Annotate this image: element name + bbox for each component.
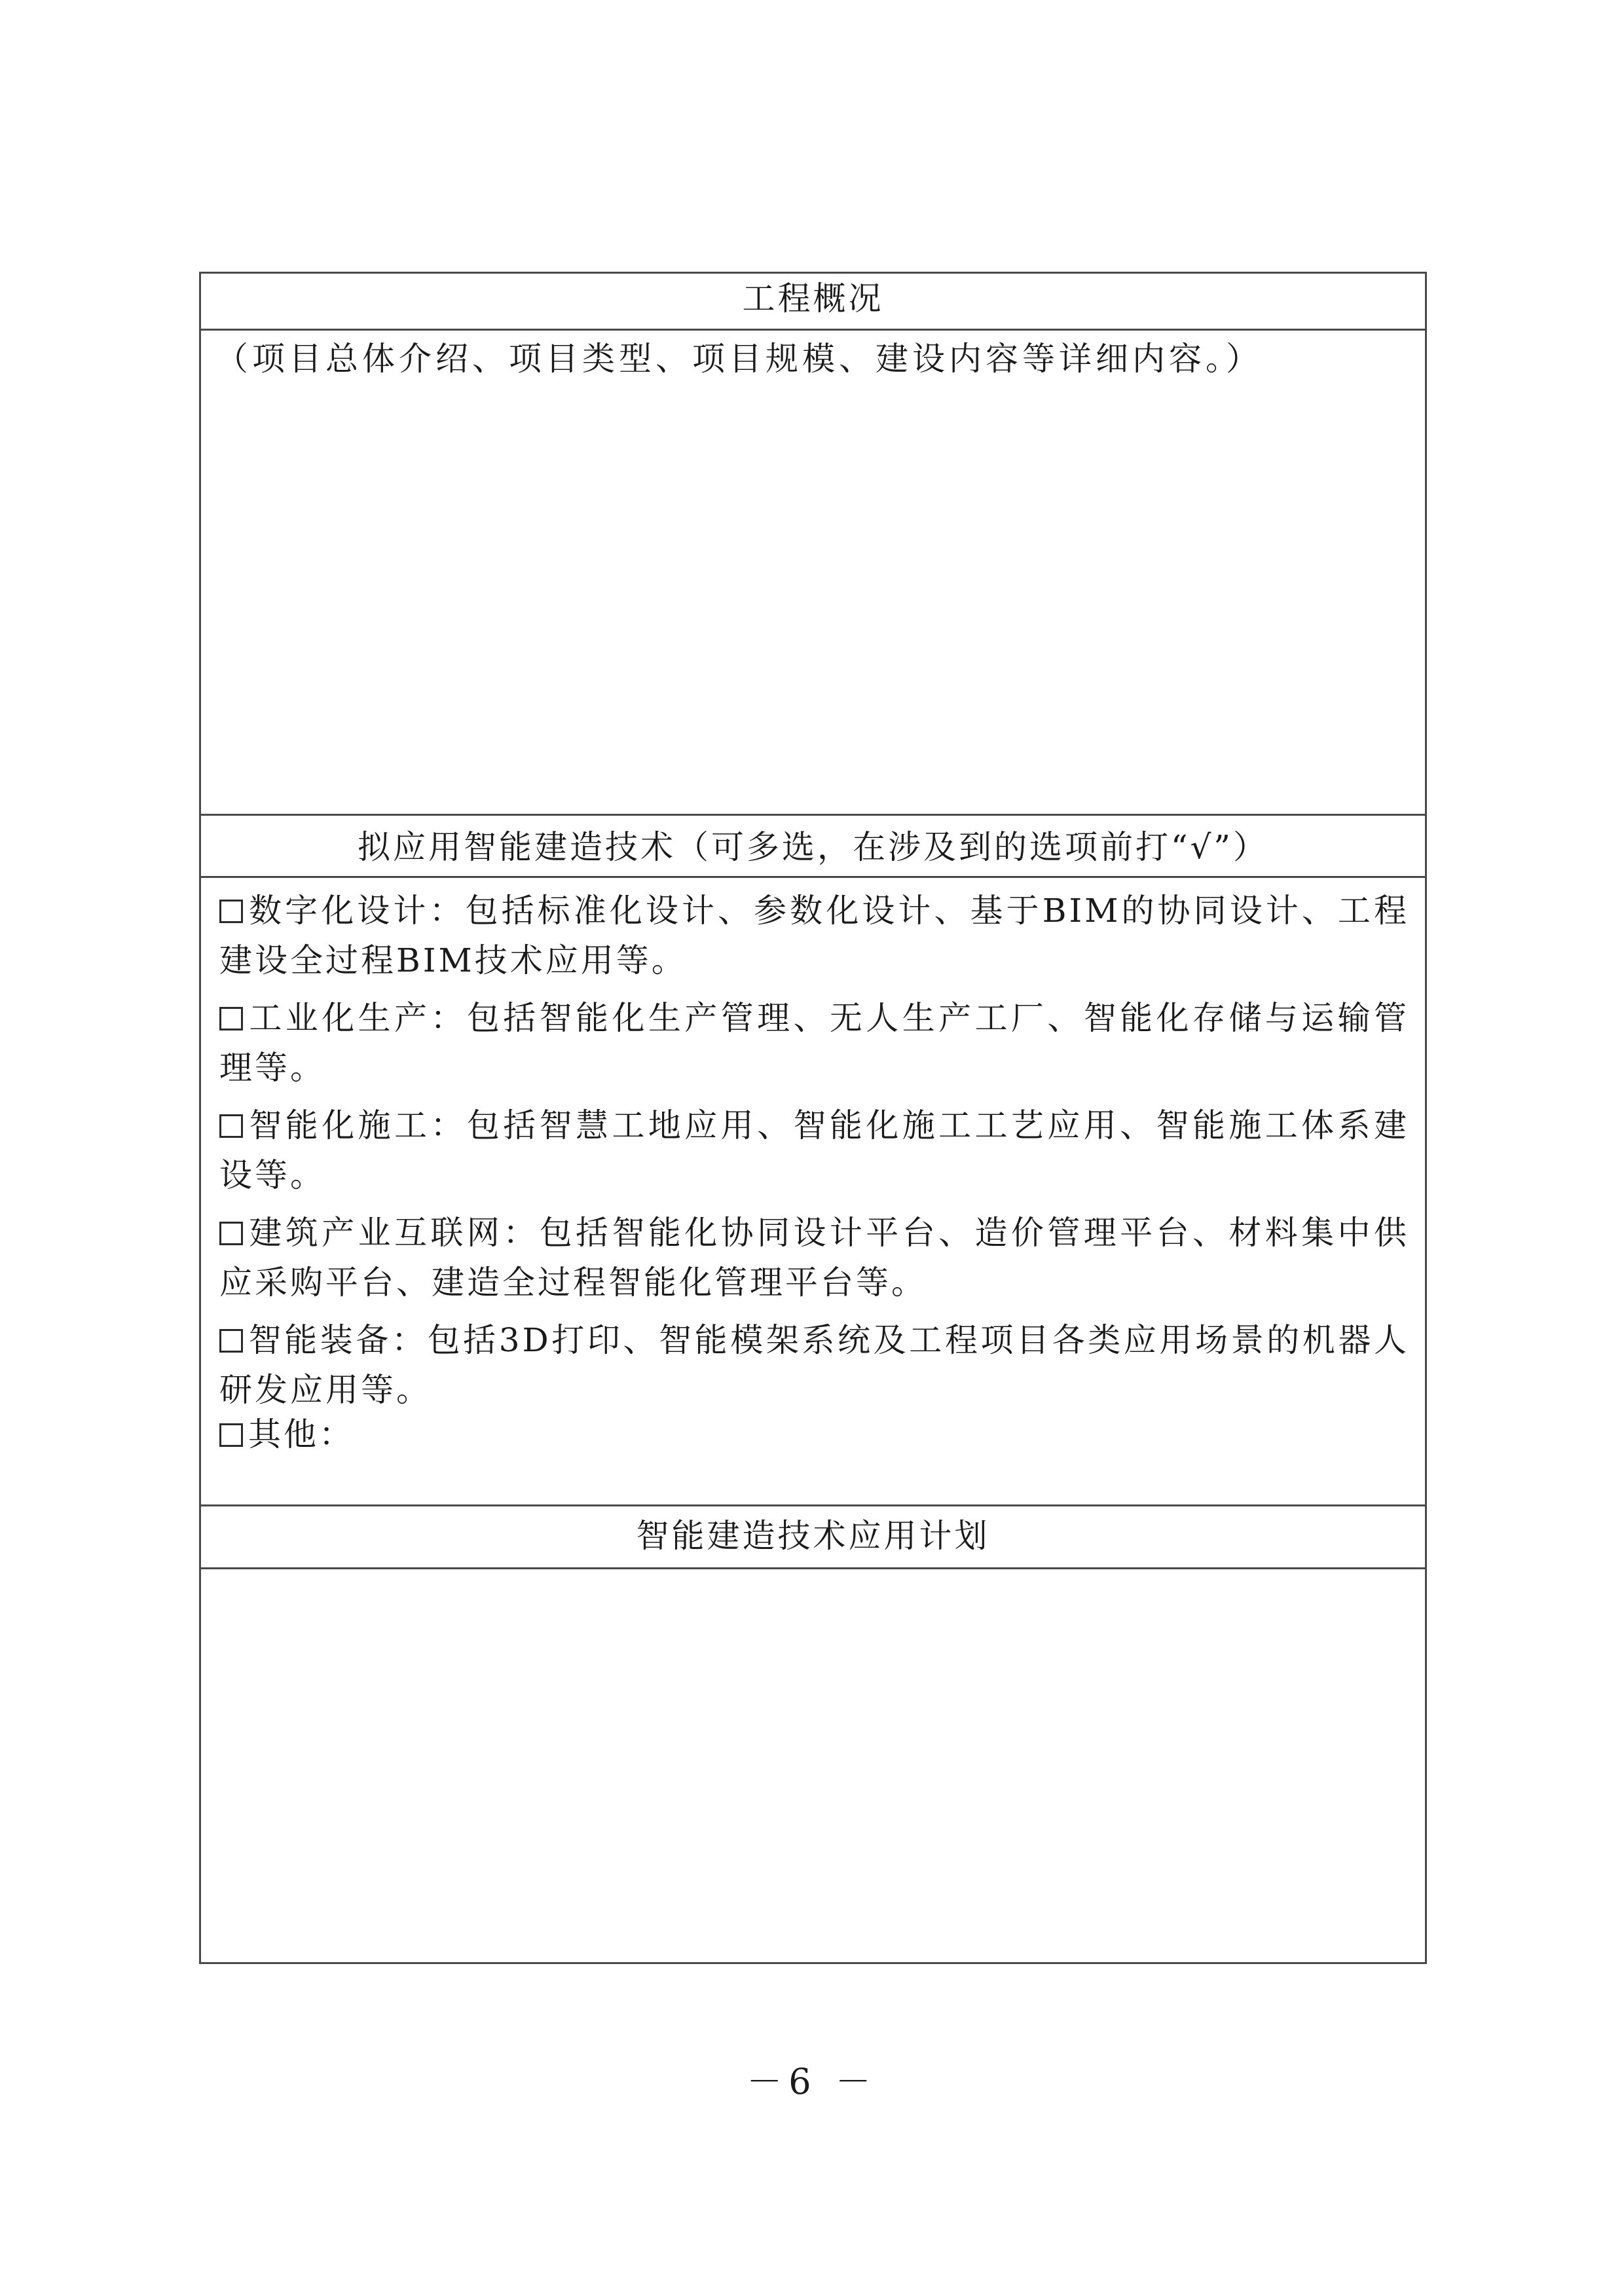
option-industrial-production [219,993,1409,1093]
checkbox-intelligent-construction[interactable] [219,1114,243,1138]
checkbox-digital-design[interactable] [219,900,243,923]
overview-title: 工程概况 [742,280,884,318]
divider [201,1567,1425,1569]
divider [201,814,1425,816]
checkbox-industry-internet[interactable] [219,1222,243,1245]
option-label: 智能化施工：包括智慧工地应用、智能化施工工艺应用、智能施工体系建设等。 [219,1106,1409,1194]
divider [201,1504,1425,1506]
option-label: 建筑产业互联网：包括智能化协同设计平台、造价管理平台、材料集中供应采购平台、建造全过程智能化管理平台等。 [219,1214,1409,1302]
plan-content-area[interactable] [201,1571,1425,1961]
option-label: 智能装备：包括3D打印、智能模架系统及工程项目各类应用场景的机器人研发应用等。 [219,1321,1409,1409]
application-form-table [199,272,1427,1964]
option-label: 其他： [248,1415,354,1453]
option-label: 数字化设计：包括标准化设计、参数化设计、基于BIM的协同设计、工程建设全过程BIM技术应用等。 [219,892,1409,979]
option-smart-equipment [219,1315,1409,1415]
checkbox-other[interactable] [219,1423,243,1447]
overview-hint: （项目总体介绍、项目类型、项目规模、建设内容等详细内容。） [215,340,1263,378]
plan-title: 智能建造技术应用计划 [636,1517,990,1555]
checkbox-industrial-production[interactable] [219,1007,243,1030]
overview-content-area[interactable] [201,333,1425,814]
technology-options [219,886,1409,1467]
divider [201,329,1425,331]
page-number: －6 － [747,2061,877,2102]
option-industry-internet [219,1208,1409,1307]
checkbox-smart-equipment[interactable] [219,1329,243,1353]
option-digital-design [219,886,1409,985]
option-label: 工业化生产：包括智能化生产管理、无人生产工厂、智能化存储与运输管理等。 [219,999,1409,1087]
option-intelligent-construction [219,1101,1409,1200]
technologies-title: 拟应用智能建造技术（可多选，在涉及到的选项前打“√”） [358,828,1268,866]
option-other [219,1410,1409,1459]
divider [201,876,1425,878]
